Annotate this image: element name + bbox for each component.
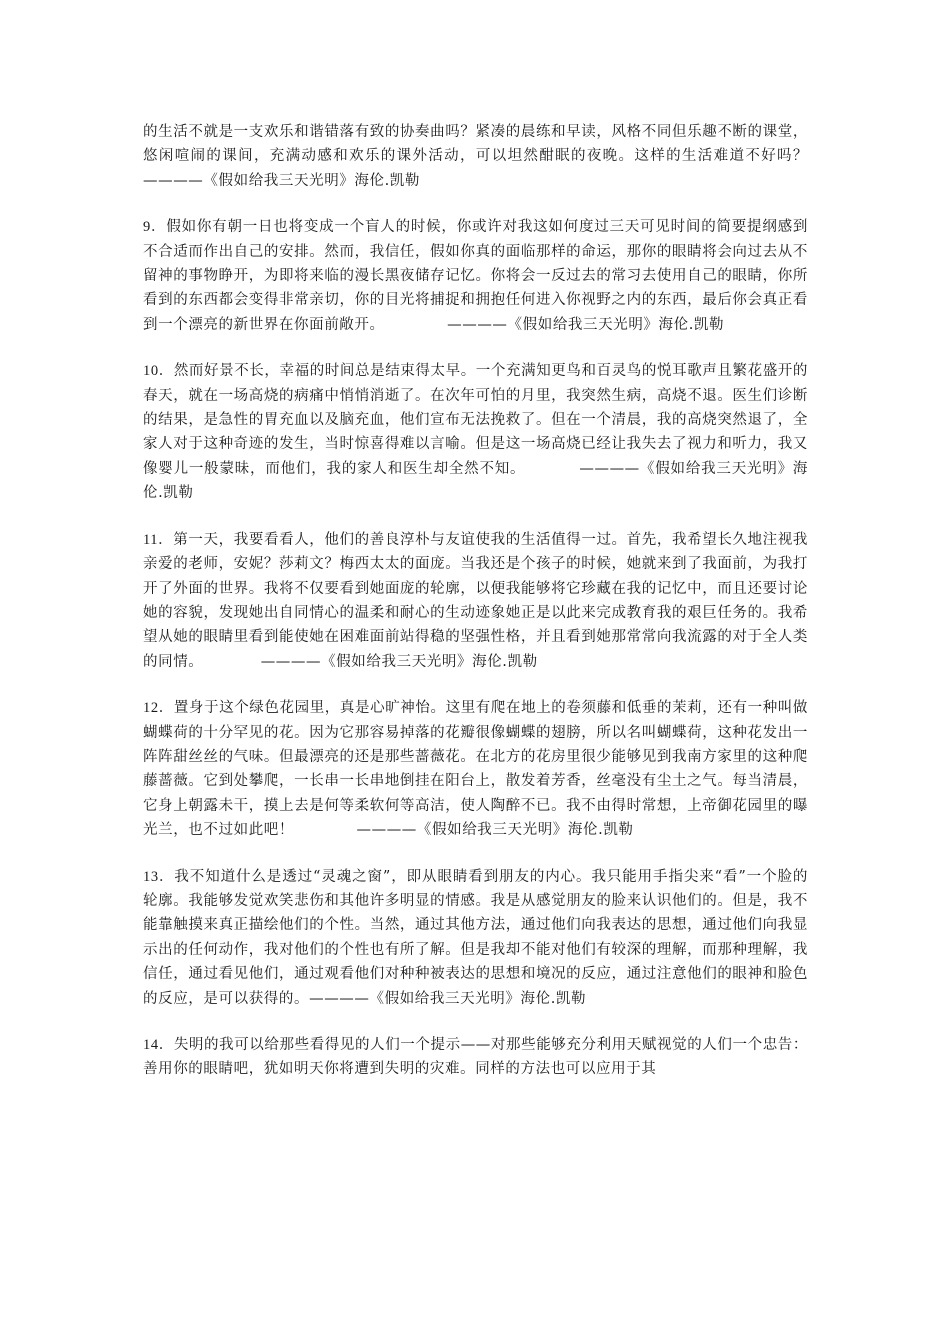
paragraph-number: 11． [143, 531, 174, 548]
paragraph-source: ————《假如给我三天光明》海伦.凯勒 [384, 316, 725, 333]
paragraph-source: ————《假如给我三天光明》海伦.凯勒 [143, 148, 871, 189]
paragraph-text: 置身于这个绿色花园里，真是心旷神怡。这里有爬在地上的卷须藤和低垂的茉莉，还有一种叫做蝴蝶荷的十分罕见的花。因为它那容易掉落的花瓣很像蝴蝶的翅膀，所以名叫蝴蝶荷，这种花发出一阵阵甜丝丝的气味。但最漂亮的还是那些蔷薇花。在北方的花房里很少能够见到我南方家里的这种爬藤蔷薇。它到处攀爬，一长串一长串地倒挂在阳台上，散发着芳香，丝毫没有尘土之气。每当清晨，它身上朝露未干，摸上去是何等柔软何等高洁，使人陶醉不已。我不由得时常想，上帝御花园里的曝光兰，也不过如此吧！ [143, 700, 809, 839]
paragraph-13 [143, 865, 808, 1011]
paragraph-source: ————《假如给我三天光明》海伦.凯勒 [309, 990, 587, 1007]
paragraph-number: 10． [143, 363, 174, 380]
paragraph-text: 第一天，我要看看人，他们的善良淳朴与友谊使我的生活值得一过。首先，我希望长久地注视我亲爱的老师，安妮？莎莉文？梅西太太的面庞。当我还是个孩子的时候，她就来到了我面前，为我打开了外面的世界。我将不仅要看到她面庞的轮廓，以便我能够将它珍藏在我的记忆中，而且还要讨论她的容貌，发现她出自同情心的温柔和耐心的生动迹象她正是以此来完成教育我的艰巨任务的。我希望从她的眼睛里看到能使她在困难面前站得稳的坚强性格，并且看到她那常常向我流露的对于全人类的同情。 [143, 531, 808, 670]
paragraph-12 [143, 696, 808, 842]
paragraph-number: 12． [143, 700, 174, 717]
paragraph-text: 失明的我可以给那些看得见的人们一个提示——对那些能够充分利用天赋视觉的人们一个忠告：善用你的眼睛吧，犹如明天你将遭到失明的灾难。同样的方法也可以应用于其 [143, 1037, 809, 1078]
paragraph-9 [143, 215, 808, 337]
paragraph-11 [143, 528, 808, 674]
paragraph-source: ————《假如给我三天光明》海伦.凯勒 [294, 822, 634, 839]
paragraph-text: 假如你有朝一日也将变成一个盲人的时候，你或许对我这如何度过三天可见时间的简要提纲感到不合适而作出自己的安排。然而，我信任，假如你真的面临那样的命运，那你的眼睛将会向过去从不留神的事物睁开，为即将来临的漫长黑夜储存记忆。你将会一反过去的常习去使用自己的眼睛，你所看到的东西都会变得非常亲切，你的目光将捕捉和拥抱任何进入你视野之内的东西，最后你会真正看到一个漂亮的新世界在你面前敞开。 [143, 219, 809, 333]
paragraph-source: ————《假如给我三天光明》海伦.凯勒 [203, 653, 538, 670]
paragraph-continued [143, 120, 871, 193]
paragraph-text: 我不知道什么是透过“灵魂之窗”，即从眼睛看到朋友的内心。我只能用手指尖来“看”一个脸的轮廓。我能够发觉欢笑悲伤和其他许多明显的情感。我是从感觉朋友的脸来认识他们的。但是，我不能靠触摸来真正描绘他们的个性。当然，通过其他方法，通过他们向我表达的思想，通过他们向我显示出的任何动作，我对他们的个性也有所了解。但是我却不能对他们有较深的理解，而那种理解，我信任，通过看见他们，通过观看他们对种种被表达的思想和境况的反应，通过注意他们的眼神和脸色的反应，是可以获得的。 [143, 868, 808, 1007]
paragraph-number: 9． [143, 219, 167, 236]
paragraph-source: ————《假如给我三天光明》海伦.凯勒 [143, 460, 808, 502]
paragraph-14 [143, 1033, 808, 1082]
paragraph-text: 然而好景不长，幸福的时间总是结束得太早。一个充满知更鸟和百灵鸟的悦耳歌声且繁花盛开的春天，就在一场高烧的病痛中悄悄消逝了。在次年可怕的月里，我突然生病，高烧不退。医生们诊断的结果，是急性的胃充血以及脑充血，他们宣布无法挽救了。但在一个清晨，我的高烧突然退了，全家人对于这种奇迹的发生，当时惊喜得难以言喻。但是这一场高烧已经让我失去了视力和听力，我又像婴儿一般蒙昧，而他们，我的家人和医生却全然不知。 [143, 363, 809, 477]
paragraph-text: 的生活不就是一支欢乐和谐错落有致的协奏曲吗？紧凑的晨练和早读，风格不同但乐趣不断的课堂，悠闲喧闹的课间，充满动感和欢乐的课外活动，可以坦然酣眠的夜晚。这样的生活难道不好吗？ [143, 124, 808, 165]
paragraph-number: 13． [143, 868, 175, 885]
paragraph-10 [143, 359, 808, 505]
document-page [143, 120, 871, 1104]
paragraph-number: 14． [143, 1037, 174, 1053]
